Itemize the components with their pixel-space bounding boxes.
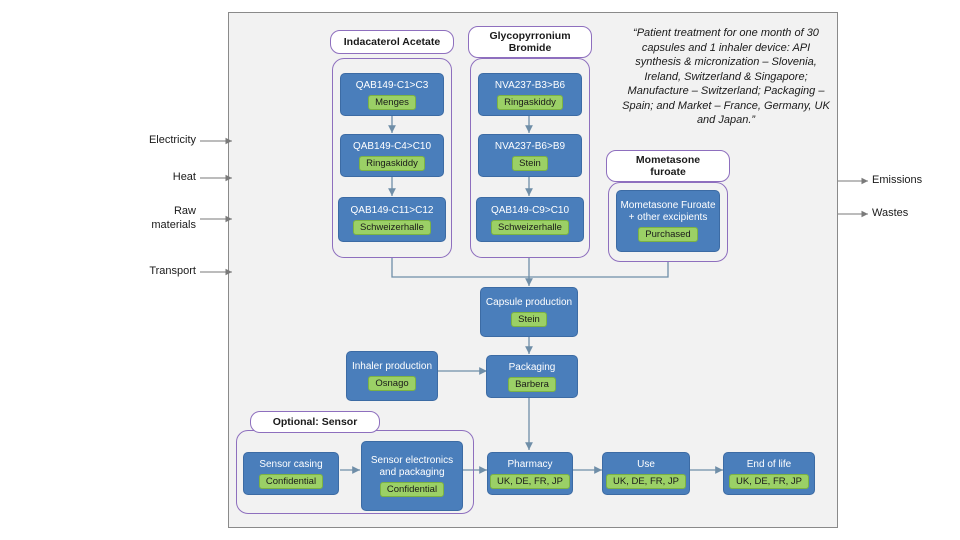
process-site-tag: Stein (511, 312, 547, 327)
process-title: Use (637, 458, 655, 470)
group-label-glycopyrronium-bromide (468, 26, 592, 58)
process-end-of-life[interactable] (723, 452, 815, 495)
process-site-tag: Schweizerhalle (353, 220, 431, 235)
scope-quote: “Patient treatment for one month of 30 capsules and 1 inhaler device: API synthesis & micronization – Slovenia, Ireland, Switzerland & Singapore; Manufacture – Switzerland; Packaging – Spain; and Market – France, Germany, UK and Japan.” (622, 27, 830, 126)
input-label-electricity: Electricity (148, 134, 196, 146)
process-site-tag: Stein (512, 156, 548, 171)
process-title: QAB149-C1>C3 (355, 79, 429, 91)
input-label-raw-materials-line1: Raw (173, 205, 196, 217)
group-label-mometasone-line2: furoate (650, 166, 686, 178)
process-title: Sensor electronics and packaging (370, 455, 454, 478)
group-label-mometasone-furoate (606, 150, 730, 182)
process-site-tag: Schweizerhalle (491, 220, 569, 235)
process-title: QAB149-C11>C12 (350, 204, 434, 216)
process-title: Mometasone Furoate + other excipients (620, 200, 716, 223)
process-inhaler-production[interactable] (346, 351, 438, 401)
group-label-optional-sensor: Optional: Sensor (250, 411, 380, 433)
input-label-heat: Heat (172, 171, 196, 183)
output-label-wastes: Wastes (872, 207, 909, 219)
process-nva237-b3-b6[interactable] (478, 73, 582, 116)
process-title: Packaging (508, 361, 556, 373)
process-title: Capsule production (485, 297, 573, 308)
process-qab149-c11-c12[interactable] (338, 197, 446, 242)
process-site-tag: Ringaskiddy (359, 156, 425, 171)
process-qab149-c4-c10[interactable] (340, 134, 444, 177)
process-mometasone-furoate-excipients[interactable] (616, 190, 720, 252)
process-title: QAB149-C4>C10 (352, 140, 432, 152)
input-label-raw-materials-line2: materials (151, 219, 196, 231)
process-title: NVA237-B6>B9 (494, 140, 566, 152)
process-capsule-production[interactable] (480, 287, 578, 337)
process-title: Inhaler production (351, 361, 433, 372)
process-title: NVA237-B3>B6 (494, 79, 566, 91)
process-pharmacy[interactable] (487, 452, 573, 495)
process-site-tag: UK, DE, FR, JP (490, 474, 570, 489)
process-title: Pharmacy (507, 458, 553, 470)
process-title: QAB149-C9>C10 (490, 204, 570, 216)
output-label-emissions: Emissions (872, 174, 923, 186)
process-site-tag: UK, DE, FR, JP (606, 474, 686, 489)
group-label-glyco-line2: Bromide (508, 42, 552, 54)
process-sensor-electronics-packaging[interactable] (361, 441, 463, 511)
process-packaging[interactable] (486, 355, 578, 398)
process-site-tag: UK, DE, FR, JP (729, 474, 809, 489)
process-site-tag: Confidential (259, 474, 323, 489)
process-use[interactable] (602, 452, 690, 495)
process-title: End of life (746, 458, 792, 470)
process-nva237-b6-b9[interactable] (478, 134, 582, 177)
group-label-glyco-line1: Glycopyrronium (489, 30, 571, 42)
process-site-tag: Purchased (638, 227, 697, 242)
group-label-indacaterol-acetate: Indacaterol Acetate (330, 30, 454, 54)
process-site-tag: Menges (368, 95, 416, 110)
process-site-tag: Osnago (368, 376, 415, 391)
process-site-tag: Confidential (380, 482, 444, 497)
process-site-tag: Ringaskiddy (497, 95, 563, 110)
process-qab149-c9-c10[interactable] (476, 197, 584, 242)
input-label-transport: Transport (149, 265, 196, 277)
group-label-mometasone-line1: Mometasone (635, 154, 701, 166)
process-site-tag: Barbera (508, 377, 556, 392)
process-qab149-c1-c3[interactable] (340, 73, 444, 116)
process-sensor-casing[interactable] (243, 452, 339, 495)
process-title: Sensor casing (259, 458, 323, 470)
